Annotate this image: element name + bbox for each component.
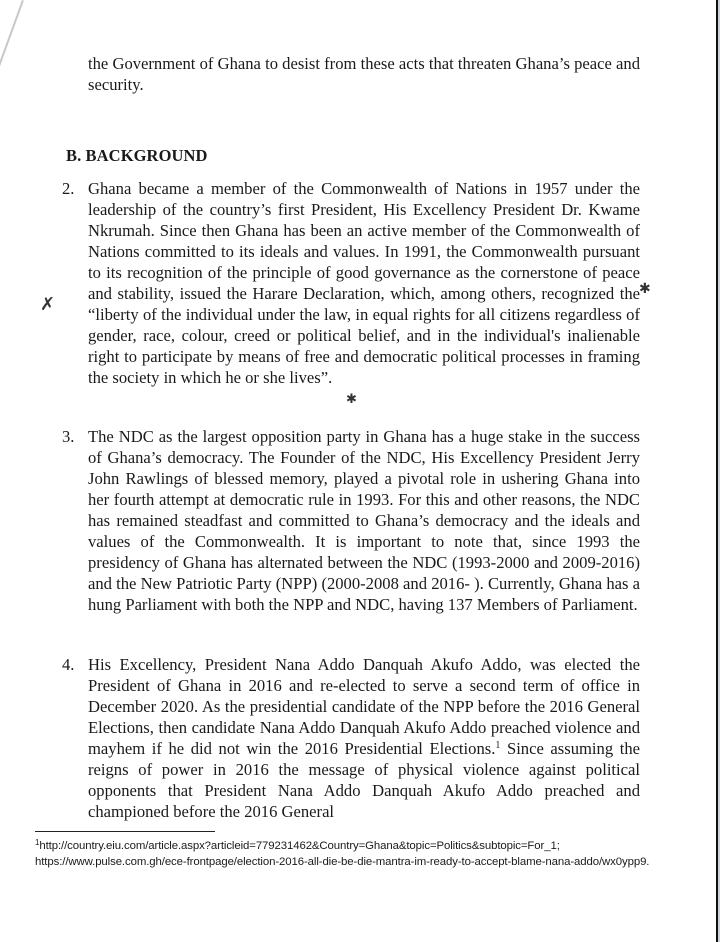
paragraph-number: 2.	[62, 179, 75, 198]
page-fold-line	[0, 0, 24, 71]
page-right-edge	[716, 0, 720, 942]
handwritten-asterisk-mark-icon: ✱	[639, 281, 651, 297]
paragraph-number: 4.	[62, 655, 75, 674]
paragraph-number: 3.	[62, 427, 75, 446]
footnote-number: 1	[35, 838, 40, 847]
section-heading: B. BACKGROUND	[66, 146, 208, 165]
numbered-paragraph-3	[62, 426, 640, 615]
paragraph-body	[88, 654, 640, 822]
paragraph-text-before-ref: His Excellency, President Nana Addo Danquah Akufo Addo, was elected the President of Ghana in 2016 and re-elected to serve a second term of office in December 2020. As the presidential candidate of the NPP before the 2016 General Elections, then candidate Nana Addo Danquah Akufo Addo preached violence and mayhem if he did not win the 2016 Presidential Elections.	[88, 655, 640, 758]
paragraph-body: The NDC as the largest opposition party in Ghana has a huge stake in the success of Ghana’s democracy. The Founder of the NDC, His Excellency President Jerry John Rawlings of blessed memory, played a pivotal role in ushering Ghana into her fourth attempt at democratic rule in 1993. For this and other reasons, the NDC has remained steadfast and committed to Ghana’s democracy and the ideals and values of the Commonwealth. It is important to note that, since 1993 the presidency of Ghana has alternated between the NDC (1993-2000 and 2009-2016) and the New Patriotic Party (NPP) (2000-2008 and 2016- ). Currently, Ghana has a hung Parliament with both the NPP and NDC, having 137 Members of Parliament.	[88, 427, 640, 614]
handwritten-end-mark-icon: ✱	[346, 392, 357, 407]
footnote-separator	[35, 831, 215, 832]
footnote	[35, 838, 675, 870]
footnote-reference-link[interactable]: 1	[495, 740, 501, 751]
paragraph-text-after-ref: Since assuming the reigns of power in 2016 the message of physical violence against political opponents that President Nana Addo Danquah Akufo Addo preached and championed before the 2016 General	[88, 739, 640, 821]
numbered-paragraph-4	[62, 654, 640, 822]
footnote-text: http://country.eiu.com/article.aspx?articleid=779231462&Country=Ghana&topic=Politics&subtopic=For_1; https://www.pulse.com.gh/ece-frontpage/election-2016-all-die-be-die-mantra-im-ready-to-accept-blame-nana-addo/wx0ypp9.	[35, 840, 650, 868]
paragraph-body: Ghana became a member of the Commonwealth of Nations in 1957 under the leadership of the country’s first President, His Excellency President Dr. Kwame Nkrumah. Since then Ghana has been an active member of the Commonwealth of Nations committed to its ideals and values. In 1991, the Commonwealth pursuant to its recognition of the principle of good governance as the cornerstone of peace and stability, issued the Harare Declaration, which, among others, recognized the “liberty of the individual under the law, in equal rights for all citizens regardless of gender, race, colour, creed or political belief, and in the individual's inalienable right to participate by means of free and democratic political processes in framing the society in which he or she lives”.	[88, 179, 640, 387]
numbered-paragraph-2	[62, 178, 640, 388]
intro-paragraph-continuation: the Government of Ghana to desist from these acts that threaten Ghana’s peace and security.	[88, 54, 640, 94]
handwritten-x-mark-icon: ✗	[40, 294, 56, 315]
